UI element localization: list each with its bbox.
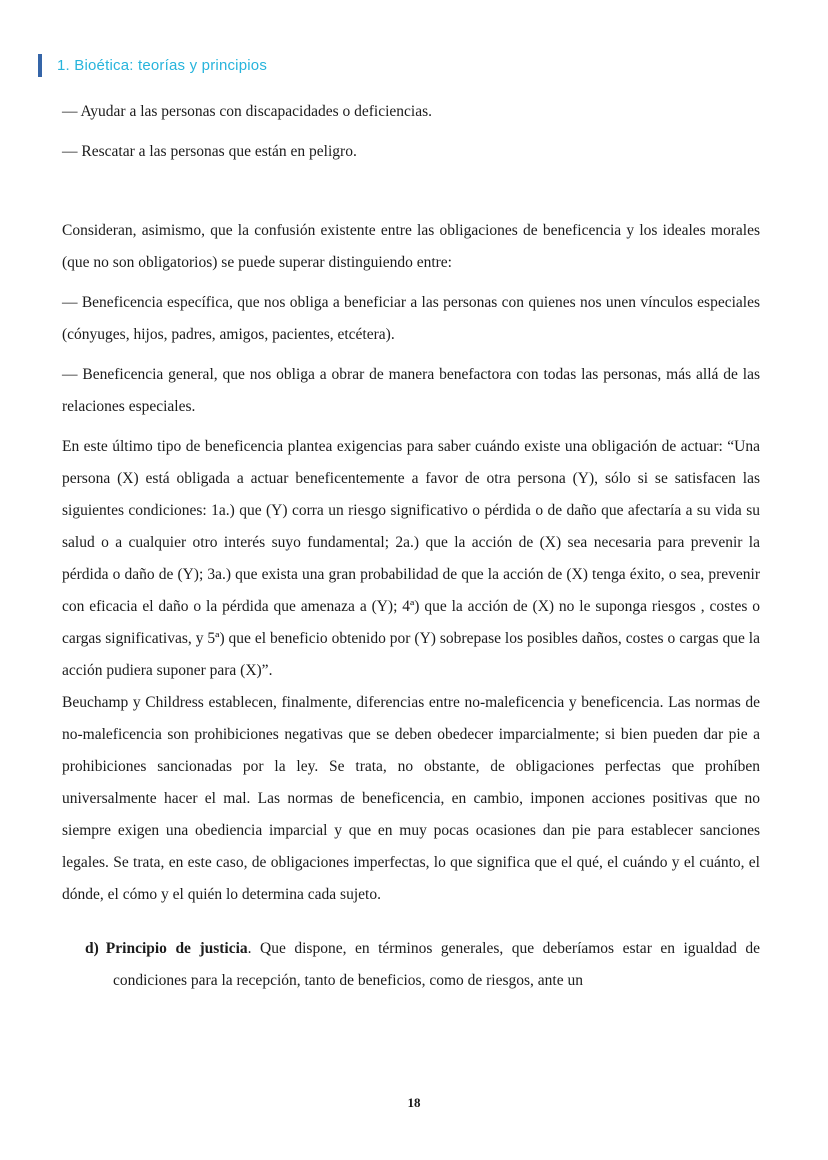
block-quote: En este último tipo de beneficencia plantea exigencias para saber cuándo existe una obligación de actuar: “Una persona (X) está obligada a actuar beneficentemente a favor de otra persona (Y), sólo si se satisfacen las siguientes condiciones: 1a.) que (Y) corra un riesgo significativo o pérdida o de daño que afectaría a su vida su salud o a cualquier otro interés suyo fundamental; 2a.) que la acción de (X) sea necesaria para prevenir la pérdida o daño de (Y); 3a.) que exista una gran probabilidad de que la acción de (X) tenga éxito, o sea, prevenir con eficacia el daño o la pérdida que amenaza a (Y); 4ª) que la acción de (X) no le suponga riesgos , costes o cargas significativas, y 5ª) que el beneficio obtenido por (Y) sobrepase los posibles daños, costes o cargas que la acción pudiera suponer para (X)”. [62,438,760,679]
chapter-title: 1. Bioética: teorías y principios [57,57,268,74]
page-footer [0,1094,828,1112]
list-item-d-text: . Que dispone, en términos generales, que deberíamos estar en igualdad de condiciones para la recepción, tanto de beneficios, como de riesgos, ante un [113,940,760,989]
dash-item-ayudar: — Ayudar a las personas con discapacidades o deficiencias. [62,103,433,120]
dash-item-rescatar: — Rescatar a las personas que están en peligro. [62,143,357,160]
dash-item-beneficencia-especifica: — Beneficencia específica, que nos obliga a beneficiar a las personas con quienes nos unen vínculos especiales (cónyuges, hijos, padres, amigos, pacientes, etcétera). [62,294,760,343]
discussion-paragraph: Beuchamp y Childress establecen, finalmente, diferencias entre no-maleficencia y beneficencia. Las normas de no-maleficencia son prohibiciones negativas que se deben obedecer imparcialmente; si bien pueden dar pie a prohibiciones sancionadas por la ley. Se trata, no obstante, de obligaciones perfectas que prohíben universalmente hacer el mal. Las normas de beneficencia, en cambio, imponen acciones positivas que no siempre exigen una obediencia imparcial y que en muy pocas ocasiones dan pie para establecer sanciones legales. Se trata, en este caso, de obligaciones imperfectas, lo que significa que el qué, el cuándo y el cuánto, el dónde, el cómo y el quién lo determina cada sujeto. [62,694,760,903]
page-body [62,96,760,997]
dash-item-beneficencia-general: — Beneficencia general, que nos obliga a obrar de manera benefactora con todas las personas, más allá de las relaciones especiales. [62,366,760,415]
list-item-d-title: Principio de justicia [105,940,248,957]
list-item-d-marker: d) [85,940,99,957]
intro-paragraph: Consideran, asimismo, que la confusión existente entre las obligaciones de beneficencia y los ideales morales (que no son obligatorios) se puede superar distinguiendo entre: [62,222,760,271]
chapter-header [38,54,267,77]
page-number: 18 [407,1095,421,1110]
header-accent-bar [38,54,42,77]
list-item-d [62,933,760,997]
